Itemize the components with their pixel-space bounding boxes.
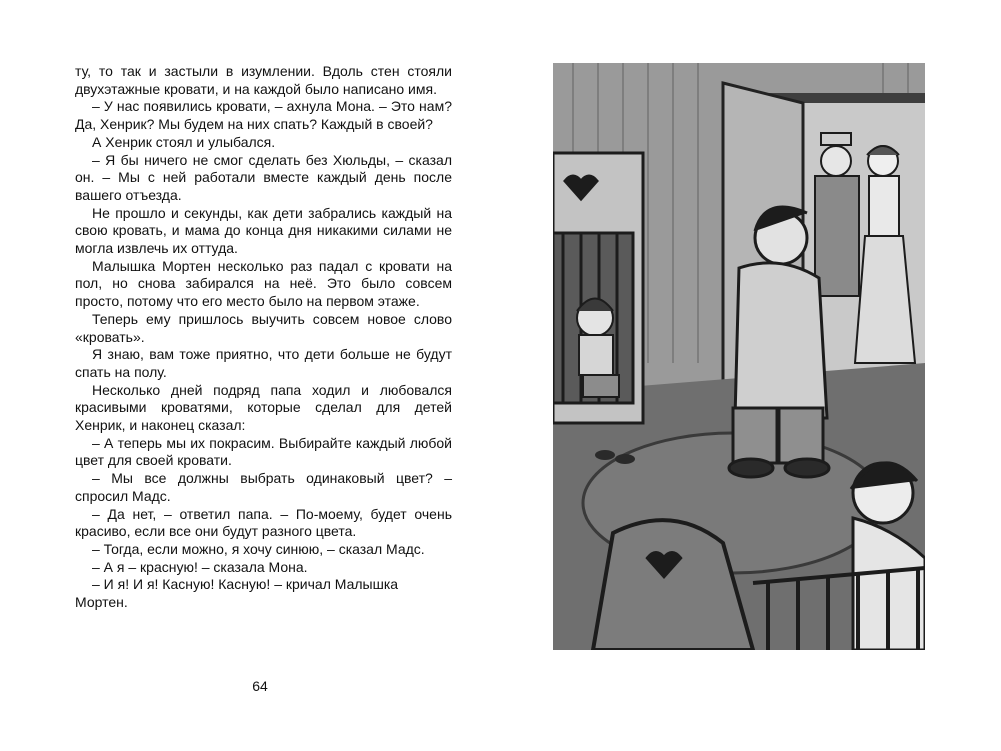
paragraph: – У нас появились кровати, – ахнула Мона. – Это нам? Да, Хенрик? Мы будем на них спать? Каждый в своей? [75,98,452,133]
illustration-drawing [553,63,925,650]
paragraph: – Тогда, если можно, я хочу синюю, – сказал Мадс. [92,540,425,557]
paragraph: – А теперь мы их покрасим. Выбирайте каждый любой цвет для своей кровати. [75,434,452,469]
paragraph: – И я! И я! Касную! Касную! – кричал Малышка Мортен. [75,576,399,611]
paragraph: – А я – красную! – сказала Мона. [92,558,308,575]
paragraph: ту, то так и застыли в изумлении. Вдоль стен стояли двухэтажные кровати, и на каждой было написано имя. [75,63,452,97]
paragraph: – Да нет, – ответил папа. – По-моему, будет очень красиво, если все они будут разного цвета. [75,505,452,540]
small-child-figure [577,299,619,398]
paragraph: Малышка Мортен несколько раз падал с кровати на пол, но снова забирался на неё. Это было совсем просто, потому что его место было на первом этаже. [75,257,452,310]
paragraph: Я знаю, вам тоже приятно, что дети больше не будут спать на полу. [75,346,452,380]
paragraph: Теперь ему пришлось выучить совсем новое слово «кровать». [75,310,452,345]
page-number: 64 [252,678,268,694]
illustration [553,63,925,650]
paragraph: Несколько дней подряд папа ходил и любовался красивыми кроватями, которые сделал для детей Хенрик, и наконец сказал: [75,381,452,434]
paragraph: – Я бы ничего не смог сделать без Хюльды, – сказал он. – Мы с ней работали вместе каждый день после вашего отъезда. [75,151,452,203]
paragraph: Не прошло и секунды, как дети забрались каждый на свою кровать, и мама до конца дня никакими силами не могла извлечь их оттуда. [75,204,452,257]
paragraph: А Хенрик стоял и улыбался. [92,133,276,150]
text-column [75,63,452,612]
paragraph: – Мы все должны выбрать одинаковый цвет? – спросил Мадс. [75,470,452,504]
